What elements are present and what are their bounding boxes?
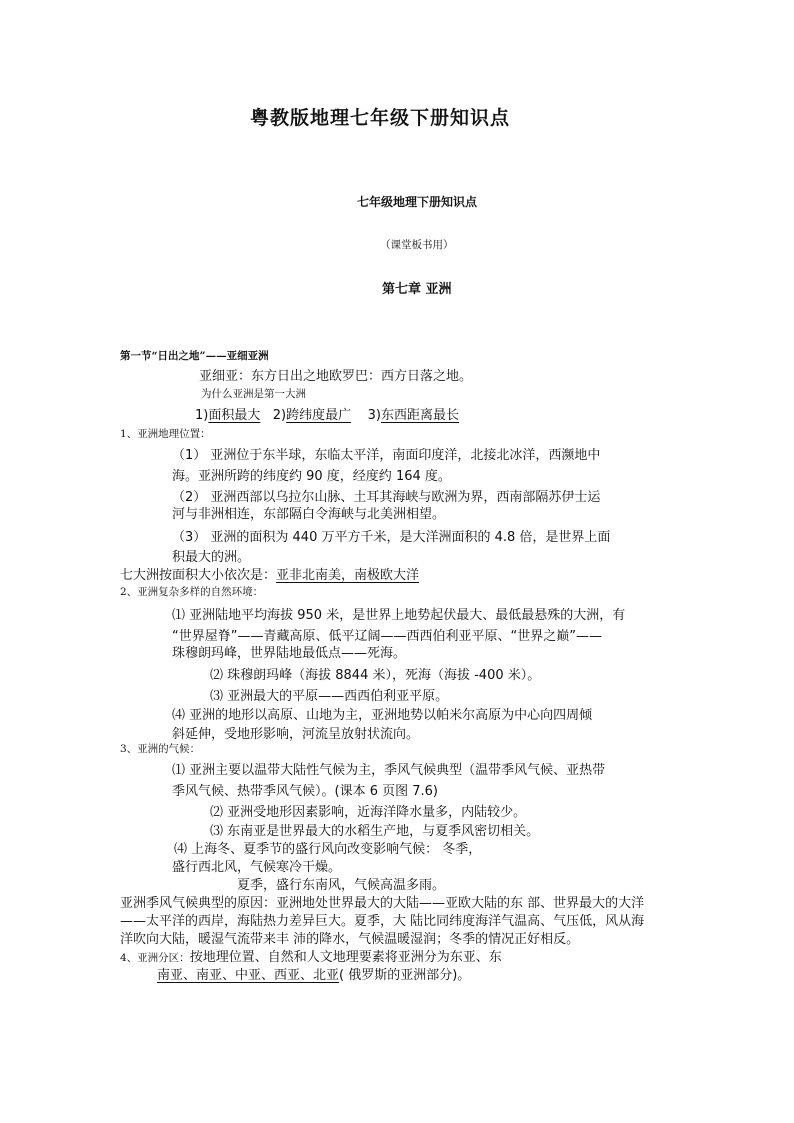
location-para-1a: （1） 亚洲位于东半球，东临太平洋，南面印度洋，北接北冰洋，西濒地中 xyxy=(172,448,601,463)
location-para-3a: （3） 亚洲的面积为 440 万平方千米，是大洋洲面积的 4.8 倍，是世界上面 xyxy=(172,530,611,545)
monsoon-reason-1: 亚洲季风气候典型的原因：亚洲地处世界最大的大陆——亚欧大陆的东 部、世界最大的大洋 xyxy=(120,896,645,911)
reason-2: 跨纬度最广 xyxy=(286,408,352,423)
section-intro-line: 亚细亚：东方日出之地欧罗巴：西方日落之地。 xyxy=(199,369,473,384)
reason-3-marker: 3) xyxy=(367,408,381,423)
climate-para-2: ⑵ 亚洲受地形因素影响，近海洋降水量多，内陆较少。 xyxy=(210,805,527,820)
regions-text: 按地理位置、自然和人文地理要素将亚洲分为东亚、东 xyxy=(189,950,502,965)
location-heading: 1、亚洲地理位置： xyxy=(120,428,211,440)
continent-order-line xyxy=(120,564,419,583)
climate-heading: 3、亚洲的气候： xyxy=(120,743,201,755)
monsoon-reason-2: ——太平洋的西岸，海陆热力差异巨大。夏季，大 陆比同纬度海洋气温高、气压低，风从海 xyxy=(120,914,645,929)
nature-heading: 2、亚洲复杂多样的自然环境： xyxy=(120,586,264,598)
regions-heading: 4、亚洲分区： xyxy=(120,952,190,964)
regions-line-1 xyxy=(120,946,502,965)
location-para-2a: （2） 亚洲西部以乌拉尔山脉、土耳其海峡与欧洲为界，西南部隔苏伊士运 xyxy=(172,490,601,505)
location-para-2b: 河与非洲相连，东部隔白令海峡与北美洲相望。 xyxy=(172,507,446,522)
climate-para-3: ⑶ 东南亚是世界最大的水稻生产地，与夏季风密切相关。 xyxy=(210,824,540,839)
climate-para-1b: 季风气候、热带季风气候）。(课本 6 页图 7.6) xyxy=(172,784,438,799)
climate-para-4c: 夏季，盛行东南风，气候高温多雨。 xyxy=(237,878,446,893)
nature-para-1a: ⑴ 亚洲陆地平均海拔 950 米，是世界上地势起伏最大、最低最悬殊的大洲，有 xyxy=(172,608,626,623)
continent-order-value: 亚非北南美，南极欧大洋 xyxy=(276,568,420,583)
monsoon-reason-3: 洋吹向大陆，暖湿气流带来丰 沛的降水，气候温暖湿润；冬季的情况正好相反。 xyxy=(120,932,580,947)
nature-para-1b: “世界屋脊”——青藏高原、低平辽阔——西西伯利亚平原、“世界之巅”—— xyxy=(172,629,602,644)
location-para-1b: 海。亚洲所跨的纬度约 90 度，经度约 164 度。 xyxy=(172,469,451,484)
nature-para-2: ⑵ 珠穆朗玛峰（海拔 8844 米），死海（海拔 -400 米）。 xyxy=(210,668,541,683)
chapter-heading: 第七章 亚洲 xyxy=(382,282,452,297)
reason-1-marker: 1) xyxy=(195,408,209,423)
regions-note: ( 俄罗斯的亚洲部分)。 xyxy=(339,968,471,983)
subtitle: 七年级地理下册知识点 xyxy=(357,195,478,209)
section-question: 为什么亚洲是第一大洲 xyxy=(201,388,306,400)
document-title: 粤教版地理七年级下册知识点 xyxy=(250,107,511,129)
nature-para-4b: 斜延伸，受地形影响，河流呈放射状流向。 xyxy=(172,727,420,742)
reason-2-marker: 2) xyxy=(272,408,287,423)
section-heading: 第一节“日出之地”——亚细亚洲 xyxy=(120,350,269,362)
continent-order-label: 七大洲按面积大小依次是： xyxy=(120,568,277,583)
nature-para-1c: 珠穆朗玛峰，世界陆地最低点——死海。 xyxy=(172,646,407,661)
reason-1: 面积最大 xyxy=(208,408,261,423)
nature-para-4a: ⑷ 亚洲的地形以高原、山地为主，亚洲地势以帕米尔高原为中心向四周倾 xyxy=(172,708,593,723)
climate-para-4b: 盛行西北风，气候寒冷干燥。 xyxy=(172,860,342,875)
climate-para-1a: ⑴ 亚洲主要以温带大陆性气候为主，季风气候典型（温带季风气候、亚热带 xyxy=(172,763,606,778)
usage-note: （课堂板书用） xyxy=(380,239,454,251)
regions-list: 南亚、南亚、中亚、西亚、北亚 xyxy=(157,968,340,983)
regions-line-2 xyxy=(157,964,470,983)
reason-3: 东西距离最长 xyxy=(381,408,460,423)
climate-para-4a: ⑷ 上海冬、夏季节的盛行风向改变影响气候： 冬季， xyxy=(174,842,482,857)
reasons-line xyxy=(195,404,459,423)
location-para-3b: 积最大的洲。 xyxy=(172,550,251,565)
nature-para-3: ⑶ 亚洲最大的平原——西西伯利亚平原。 xyxy=(210,689,449,704)
